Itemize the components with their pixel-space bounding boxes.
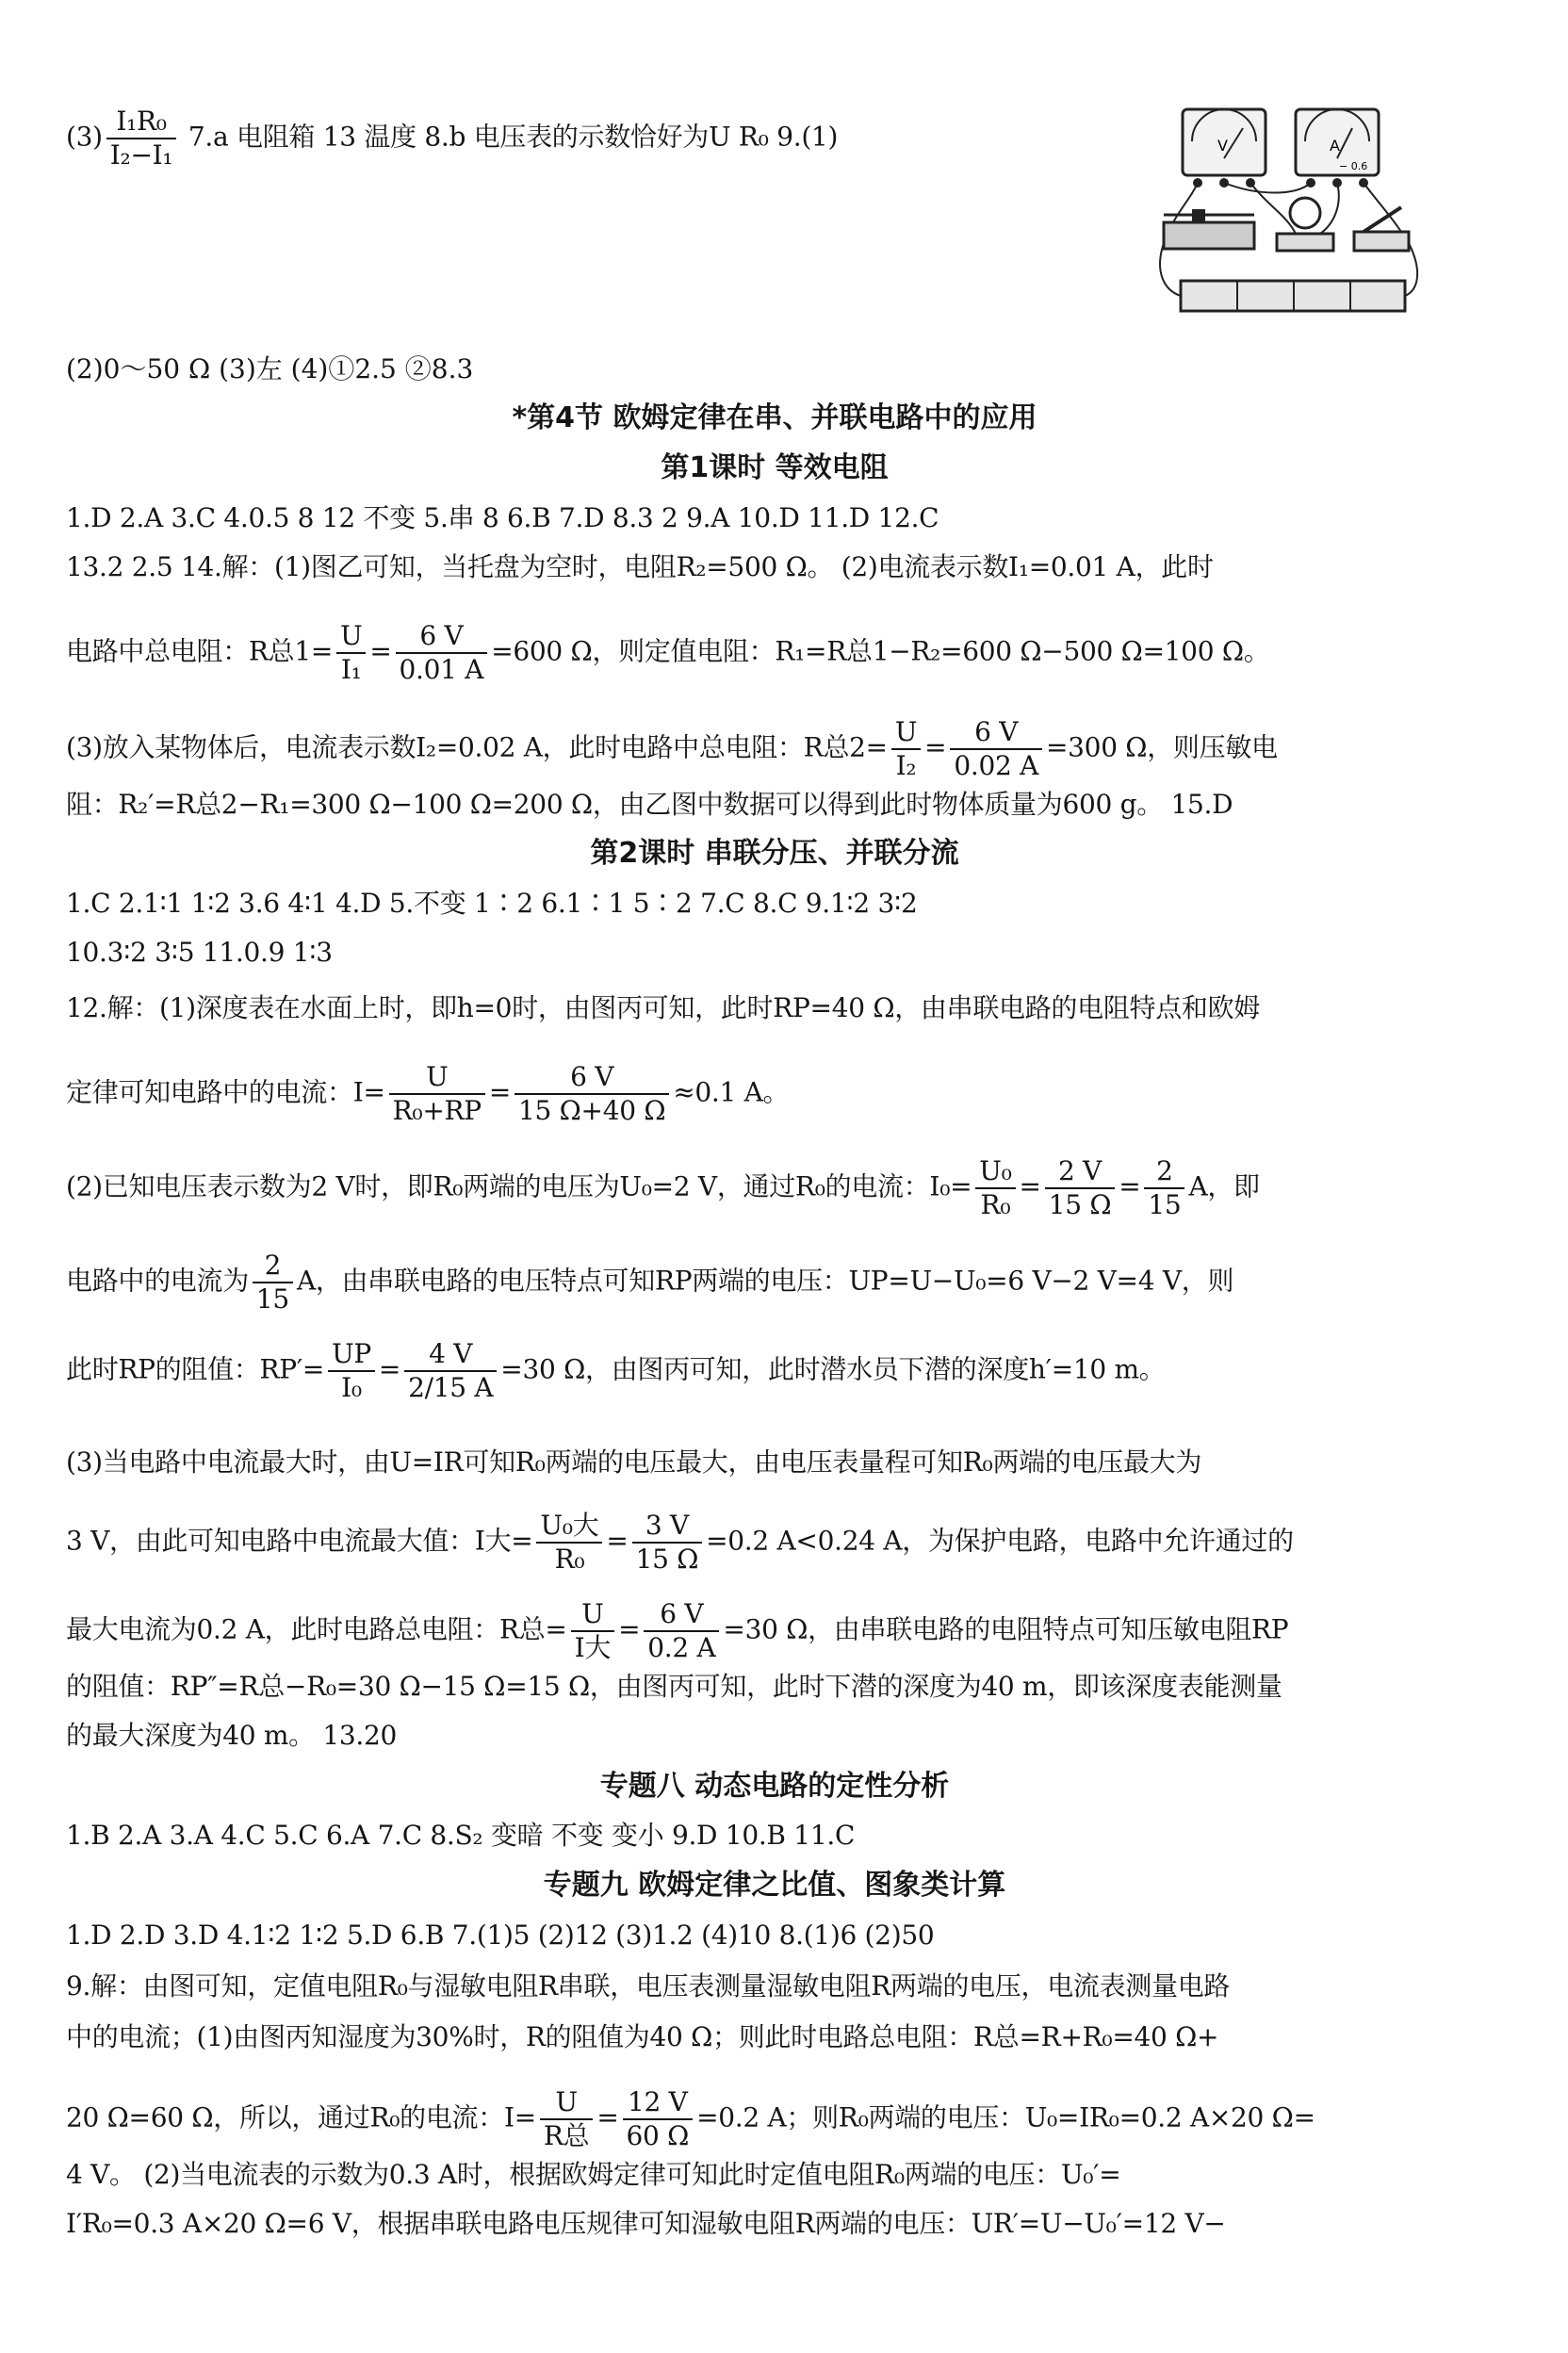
svg-text:V: V bbox=[1217, 137, 1228, 155]
fraction: $\frac{\text{U₀}}{\text{R₀}}$ bbox=[975, 1155, 1015, 1221]
circuit-figure bbox=[1154, 102, 1428, 328]
fraction: $\frac{6 V}{15 \Omega+40 \Omega}$ bbox=[514, 1061, 669, 1127]
answer-line-26: 9.解：由图可知，定值电阻R₀与湿敏电阻R串联，电压表测量湿敏电阻R两端的电压，电流表测量电路 bbox=[66, 1970, 1231, 2002]
fraction: $\frac{U}{\text{I₁}}$ bbox=[336, 620, 366, 686]
answer-line-25: 1.D 2.D 3.D 4.1∶2 1∶2 5.D 6.B 7.(1)5 (2)12 (3)1.2 (4)10 8.(1)6 (2)50 bbox=[66, 1920, 935, 1951]
section-title: *第4节 欧姆定律在串、并联电路中的应用 bbox=[512, 401, 1037, 434]
battery-pack bbox=[1181, 281, 1405, 311]
fraction: $\frac{U}{\text{I大}}$ bbox=[571, 1598, 614, 1664]
fraction: $\frac{U}{\text{R₀+RP}}$ bbox=[389, 1061, 485, 1127]
answer-line-5: 13.2 2.5 14.解：(1)图乙可知，当托盘为空时，电阻R₂=500 Ω。 (2)电流表示数I₁=0.01 A，此时 bbox=[66, 551, 1214, 582]
fraction: $\frac{2}{15}$ bbox=[253, 1250, 293, 1315]
fraction: $\frac{6 V}{0.01 A}$ bbox=[396, 620, 488, 686]
fraction: $\frac{4 V}{2/15 A}$ bbox=[404, 1338, 497, 1404]
lesson-title-1: 第1课时 等效电阻 bbox=[661, 451, 889, 484]
fraction: $\frac{\text{U₀大}}{\text{R₀}}$ bbox=[536, 1510, 602, 1576]
answer-line-12: 12.解：(1)深度表在水面上时，即h=0时，由图丙可知，此时RP=40 Ω，由串联电路的电阻特点和欧姆 bbox=[66, 992, 1261, 1023]
answer-line-13: 定律可知电路中的电流：I= $\frac{U}{\text{R₀+RP}}$ = $\frac{6 V}{15 \Omega+40 \Omega}$ ≈0.1 A。 bbox=[66, 1061, 790, 1126]
answer-line-27: 中的电流；(1)由图丙知湿度为30%时，R的阻值为40 Ω；则此时电路总电阻：R总=R+R₀=40 Ω+ bbox=[66, 2021, 1219, 2052]
answer-line-10: 1.C 2.1∶1 1∶2 3.6 4∶1 4.D 5.不变 1∶2 6.1∶1 5∶2 7.C 8.C 9.1∶2 3∶2 bbox=[66, 888, 918, 919]
switch bbox=[1354, 207, 1409, 251]
fraction: $\frac{6 V}{0.02 A}$ bbox=[950, 716, 1042, 782]
fraction: $\frac{12 V}{60 \Omega}$ bbox=[623, 2086, 694, 2152]
bulb bbox=[1277, 198, 1333, 251]
lesson-title-2: 第2课时 串联分压、并联分流 bbox=[590, 837, 959, 870]
topic-title-9: 专题九 欧姆定律之比值、图象类计算 bbox=[543, 1869, 1006, 1902]
voltmeter bbox=[1183, 109, 1266, 188]
svg-text:− 0.6: − 0.6 bbox=[1339, 160, 1368, 172]
answer-line-23: 1.B 2.A 3.A 4.C 5.C 6.A 7.C 8.S₂ 变暗 不变 变小 9.D 10.B 11.C bbox=[66, 1820, 856, 1851]
fraction: $\frac{\text{I₁R₀}}{\text{I₂−I₁}}$ bbox=[106, 106, 177, 172]
answer-line-30: I′R₀=0.3 A×20 Ω=6 V，根据串联电路电压规律可知湿敏电阻R两端的电压：UR′=U−U₀′=12 V− bbox=[66, 2208, 1226, 2239]
topic-title-8: 专题八 动态电路的定性分析 bbox=[599, 1770, 950, 1803]
answer-line-1: (2)0～50 Ω (3)左 (4)①2.5 ②8.3 bbox=[66, 353, 474, 384]
answer-line-18: 3 V，由此可知电路中电流最大值：I大= $\frac{\text{U₀大}}{\text{R₀}}$ = $\frac{3 V}{15 \Omega}$ =0.2 A<0.24 A，为保护电路，电路中允许通过的 bbox=[66, 1510, 1294, 1575]
answer-line-14: (2)已知电压表示数为2 V时，即R₀两端的电压为U₀=2 V，通过R₀的电流：I₀= $\frac{\text{U₀}}{\text{R₀}}$ = $\frac{2 V}{15 \Omega}$ = $\frac{2}{15}$ A，即 bbox=[66, 1155, 1260, 1220]
fraction: $\frac{6 V}{0.2 A}$ bbox=[644, 1598, 719, 1664]
fraction: $\frac{U}{\text{I₂}}$ bbox=[891, 716, 921, 782]
answer-line-0: (3) $\frac{\text{I₁R₀}}{\text{I₂−I₁}}$ 7.a 电阻箱 13 温度 8.b 电压表的示数恰好为U R₀ 9.(1) bbox=[66, 106, 839, 171]
fraction: $\frac{2}{15}$ bbox=[1144, 1155, 1184, 1221]
answer-line-8: 阻：R₂′=R总2−R₁=300 Ω−100 Ω=200 Ω，由乙图中数据可以得到此时物体质量为600 g。 15.D bbox=[66, 789, 1233, 820]
answer-line-6: 电路中总电阻：R总1= $\frac{U}{\text{I₁}}$ = $\frac{6 V}{0.01 A}$ =600 Ω，则定值电阻：R₁=R总1−R₂=600 Ω−500 Ω=100 Ω。 bbox=[66, 620, 1270, 685]
fraction: $\frac{U}{\text{R总}}$ bbox=[540, 2086, 593, 2152]
answer-line-4: 1.D 2.A 3.C 4.0.5 8 12 不变 5.串 8 6.B 7.D 8.3 2 9.A 10.D 11.D 12.C bbox=[66, 502, 939, 533]
answer-line-21: 的最大深度为40 m。 13.20 bbox=[66, 1720, 398, 1751]
svg-text:A: A bbox=[1330, 137, 1340, 155]
answer-line-15: 电路中的电流为 $\frac{2}{15}$ A，由串联电路的电压特点可知RP两端的电压：UP=U−U₀=6 V−2 V=4 V，则 bbox=[66, 1250, 1234, 1315]
fraction: $\frac{3 V}{15 \Omega}$ bbox=[632, 1510, 703, 1576]
answer-line-17: (3)当电路中电流最大时，由U=IR可知R₀两端的电压最大，由电压表量程可知R₀两端的电压最大为 bbox=[66, 1446, 1202, 1478]
answer-line-7: (3)放入某物体后，电流表示数I₂=0.02 A，此时电路中总电阻：R总2= $\frac{U}{\text{I₂}}$ = $\frac{6 V}{0.02 A}$ =300 Ω，则压敏电 bbox=[66, 716, 1278, 781]
answer-line-19: 最大电流为0.2 A，此时电路总电阻：R总= $\frac{U}{\text{I大}}$ = $\frac{6 V}{0.2 A}$ =30 Ω，由串联电路的电阻特点可知压敏电阻RP bbox=[66, 1598, 1289, 1663]
answer-line-20: 的阻值：RP″=R总−R₀=30 Ω−15 Ω=15 Ω，由图丙可知，此时下潜的深度为40 m，即该深度表能测量 bbox=[66, 1671, 1282, 1702]
fraction: $\frac{2 V}{15 \Omega}$ bbox=[1045, 1155, 1116, 1221]
ammeter bbox=[1296, 109, 1379, 188]
answer-line-29: 4 V。 (2)当电流表的示数为0.3 A时，根据欧姆定律可知此时定值电阻R₀两端的电压：U₀′= bbox=[66, 2159, 1121, 2190]
answer-line-11: 10.3∶2 3∶5 11.0.9 1∶3 bbox=[66, 937, 333, 968]
answer-line-16: 此时RP的阻值：RP′= $\frac{UP}{\text{I₀}}$ = $\frac{4 V}{2/15 A}$ =30 Ω，由图丙可知，此时潜水员下潜的深度h′=10 m。 bbox=[66, 1338, 1166, 1403]
answer-line-28: 20 Ω=60 Ω，所以，通过R₀的电流：I= $\frac{U}{\text{R总}}$ = $\frac{12 V}{60 \Omega}$ =0.2 A；则R₀两端的电压：U₀=IR₀=0.2 A×20 Ω= bbox=[66, 2086, 1315, 2151]
fraction: $\frac{UP}{\text{I₀}}$ bbox=[328, 1338, 375, 1404]
